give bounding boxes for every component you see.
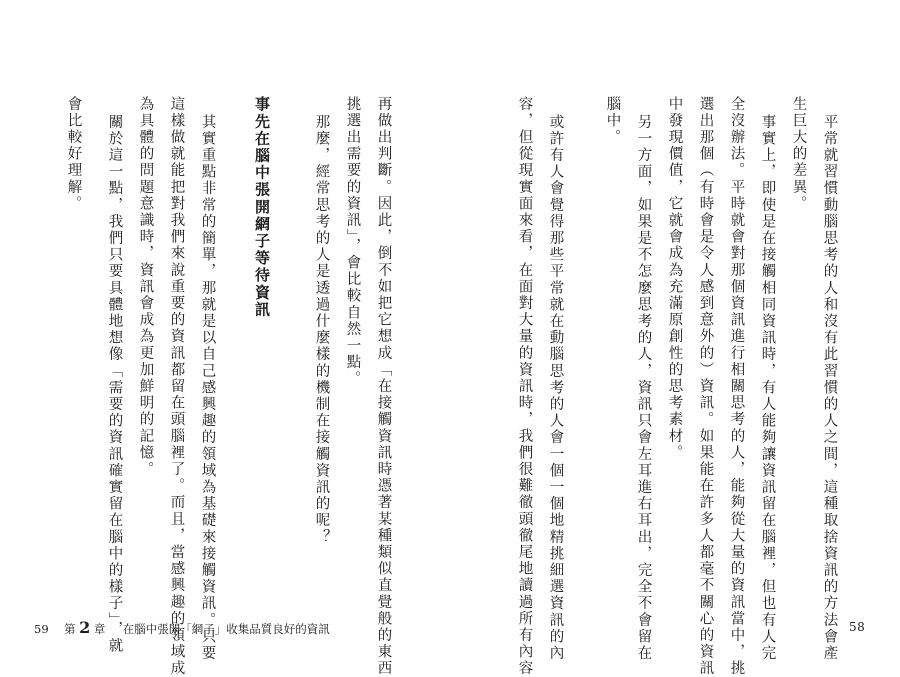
text-column: 再做出判斷。因此，倒不如把它想成「在接觸資訊時憑著某種類似直覺般的東西 [375, 96, 392, 677]
text-column: 會比較好理解。 [65, 96, 82, 213]
text-column: 生巨大的差異。 [790, 96, 807, 213]
text-column: 那麼，經常思考的人是透過什麼樣的機制在接觸資訊的呢？ [313, 114, 330, 546]
text-column: 或許有人會覺得那些平常就在動腦思考的人會一個一個地精挑細選資訊的內 [547, 114, 564, 662]
text-column: 關於這一點，我們只要具體地想像「需要的資訊確實留在腦中的樣子」，就 [106, 114, 123, 655]
text-column: 挑選出需要的資訊」，會比較自然一點。 [344, 96, 361, 388]
page-footer [34, 618, 330, 637]
text-column: 腦中。 [604, 96, 621, 146]
chapter-number: 2 [79, 618, 91, 637]
text-column: 這樣做就能把對我們來說重要的資訊都留在頭腦裡了。而且，當感興趣的領域成 [168, 96, 185, 677]
text-column: 容，但從現實面來看，在面對大量的資訊時，我們很難徹頭徹尾地讀過所有內容 [516, 96, 533, 677]
page-number: 58 [849, 620, 866, 634]
text-column: 事實上，即使是在接觸相同資訊時，有人能夠讓資訊留在腦裡，但也有人完 [759, 114, 776, 662]
text-column: 選出那個（有時會是令人感到意外的）資訊。如果能在許多人都毫不關心的資訊 [697, 96, 714, 677]
chapter-label-suffix: 章 [93, 622, 106, 636]
text-column: 另一方面，如果是不怎麼思考的人，資訊只會左耳進右耳出，完全不會留在 [635, 114, 652, 662]
running-title: 在腦中張開「網子」收集品質良好的資訊 [122, 622, 330, 636]
text-column: 全沒辦法。平時就會對那個資訊進行相關思考的人，能夠從大量的資訊當中，挑 [728, 96, 745, 677]
text-column: 中發現價值，它就會成為充滿原創性的思考素材。 [666, 96, 683, 462]
page-number: 59 [34, 622, 49, 636]
section-heading: 事先在腦中張開網子等待資訊 [253, 96, 271, 319]
text-column: 為具體的問題意識時，資訊會成為更加鮮明的記憶。 [137, 96, 154, 478]
text-column: 平常就習慣動腦思考的人和沒有此習慣的人之間，這種取捨資訊的方法會產 [821, 114, 838, 662]
chapter-label-prefix: 第 [63, 622, 76, 636]
text-column: 其實重點非常的簡單，那就是以自己感興趣的領域為基礎來接觸資訊。只要 [199, 114, 216, 662]
